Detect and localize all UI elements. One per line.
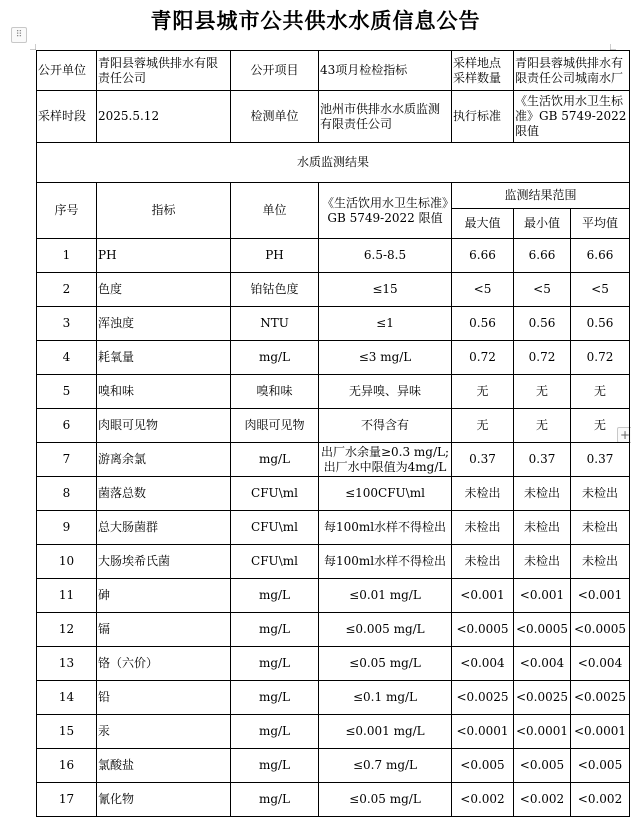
row-indicator: 游离余氯 bbox=[97, 443, 231, 477]
table-row bbox=[37, 681, 630, 715]
row-unit: 肉眼可见物 bbox=[231, 409, 319, 443]
header-max: 最大值 bbox=[452, 209, 514, 239]
item-value: 43项月检检指标 bbox=[319, 51, 452, 91]
row-max: <0.001 bbox=[452, 579, 514, 613]
row-limit: 每100ml水样不得检出 bbox=[319, 545, 452, 579]
row-min: 无 bbox=[514, 409, 571, 443]
row-unit: NTU bbox=[231, 307, 319, 341]
row-min: <0.0005 bbox=[514, 613, 571, 647]
period-value: 2025.5.12 bbox=[97, 91, 231, 143]
row-indicator: 肉眼可见物 bbox=[97, 409, 231, 443]
row-indicator: 砷 bbox=[97, 579, 231, 613]
header-range: 监测结果范围 bbox=[452, 183, 630, 209]
row-limit: ≤0.1 mg/L bbox=[319, 681, 452, 715]
row-no: 6 bbox=[37, 409, 97, 443]
row-avg: 0.56 bbox=[571, 307, 630, 341]
publisher-value: 青阳县蓉城供排水有限责任公司 bbox=[97, 51, 231, 91]
row-limit: ≤0.05 mg/L bbox=[319, 783, 452, 817]
row-unit: mg/L bbox=[231, 613, 319, 647]
row-avg: 未检出 bbox=[571, 477, 630, 511]
row-min: 0.37 bbox=[514, 443, 571, 477]
row-indicator: PH bbox=[97, 239, 231, 273]
row-min: <0.001 bbox=[514, 579, 571, 613]
row-indicator: 浑浊度 bbox=[97, 307, 231, 341]
lab-label: 检测单位 bbox=[231, 91, 319, 143]
add-column-icon[interactable]: + bbox=[617, 427, 631, 443]
row-min: <0.0025 bbox=[514, 681, 571, 715]
row-unit: mg/L bbox=[231, 749, 319, 783]
row-no: 14 bbox=[37, 681, 97, 715]
row-min: <0.0001 bbox=[514, 715, 571, 749]
row-indicator: 色度 bbox=[97, 273, 231, 307]
table-row bbox=[37, 715, 630, 749]
row-indicator: 氯酸盐 bbox=[97, 749, 231, 783]
header-no: 序号 bbox=[37, 183, 97, 239]
data-rows bbox=[37, 239, 630, 817]
table-row bbox=[37, 511, 630, 545]
row-unit: CFU\ml bbox=[231, 477, 319, 511]
row-no: 1 bbox=[37, 239, 97, 273]
row-no: 10 bbox=[37, 545, 97, 579]
row-unit: mg/L bbox=[231, 783, 319, 817]
row-unit: CFU\ml bbox=[231, 511, 319, 545]
publisher-label: 公开单位 bbox=[37, 51, 97, 91]
row-limit: ≤0.001 mg/L bbox=[319, 715, 452, 749]
row-limit: 出厂水余量≥0.3 mg/L;出厂水中限值为4mg/L bbox=[319, 443, 452, 477]
row-max: 未检出 bbox=[452, 545, 514, 579]
table-row bbox=[37, 749, 630, 783]
row-limit: 不得含有 bbox=[319, 409, 452, 443]
row-max: <0.0001 bbox=[452, 715, 514, 749]
row-min: 未检出 bbox=[514, 511, 571, 545]
row-indicator: 汞 bbox=[97, 715, 231, 749]
row-indicator: 镉 bbox=[97, 613, 231, 647]
row-max: 0.56 bbox=[452, 307, 514, 341]
row-indicator: 耗氧量 bbox=[97, 341, 231, 375]
row-no: 13 bbox=[37, 647, 97, 681]
table-row bbox=[37, 239, 630, 273]
lab-value: 池州市供排水水质监测有限责任公司 bbox=[319, 91, 452, 143]
row-no: 4 bbox=[37, 341, 97, 375]
table-row bbox=[37, 409, 630, 443]
row-limit: ≤0.005 mg/L bbox=[319, 613, 452, 647]
row-avg: <5 bbox=[571, 273, 630, 307]
row-avg: 无 bbox=[571, 375, 630, 409]
row-no: 15 bbox=[37, 715, 97, 749]
row-indicator: 大肠埃希氏菌 bbox=[97, 545, 231, 579]
row-avg: 0.37 bbox=[571, 443, 630, 477]
table-row bbox=[37, 273, 630, 307]
site-label: 采样地点采样数量 bbox=[452, 51, 514, 91]
table-row bbox=[37, 477, 630, 511]
row-unit: PH bbox=[231, 239, 319, 273]
row-no: 11 bbox=[37, 579, 97, 613]
row-min: 0.72 bbox=[514, 341, 571, 375]
table-row bbox=[37, 579, 630, 613]
table-move-handle-icon[interactable]: ⠿ bbox=[11, 27, 27, 43]
header-min: 最小值 bbox=[514, 209, 571, 239]
row-unit: mg/L bbox=[231, 443, 319, 477]
header-indicator: 指标 bbox=[97, 183, 231, 239]
table-row bbox=[37, 613, 630, 647]
row-max: 无 bbox=[452, 375, 514, 409]
row-indicator: 铬（六价） bbox=[97, 647, 231, 681]
row-avg: 0.72 bbox=[571, 341, 630, 375]
table-row bbox=[37, 307, 630, 341]
row-unit: CFU\ml bbox=[231, 545, 319, 579]
row-avg: <0.002 bbox=[571, 783, 630, 817]
row-limit: ≤100CFU\ml bbox=[319, 477, 452, 511]
row-no: 16 bbox=[37, 749, 97, 783]
row-unit: mg/L bbox=[231, 341, 319, 375]
row-min: <0.004 bbox=[514, 647, 571, 681]
row-avg: <0.0005 bbox=[571, 613, 630, 647]
row-max: 未检出 bbox=[452, 477, 514, 511]
row-no: 9 bbox=[37, 511, 97, 545]
row-limit: ≤1 bbox=[319, 307, 452, 341]
row-indicator: 总大肠菌群 bbox=[97, 511, 231, 545]
table-row bbox=[37, 341, 630, 375]
row-indicator: 铅 bbox=[97, 681, 231, 715]
row-unit: mg/L bbox=[231, 681, 319, 715]
row-limit: ≤0.7 mg/L bbox=[319, 749, 452, 783]
row-max: 0.37 bbox=[452, 443, 514, 477]
row-no: 8 bbox=[37, 477, 97, 511]
row-indicator: 菌落总数 bbox=[97, 477, 231, 511]
row-no: 5 bbox=[37, 375, 97, 409]
row-unit: mg/L bbox=[231, 715, 319, 749]
row-min: <5 bbox=[514, 273, 571, 307]
row-no: 7 bbox=[37, 443, 97, 477]
row-no: 12 bbox=[37, 613, 97, 647]
table-row bbox=[37, 375, 630, 409]
row-avg: <0.005 bbox=[571, 749, 630, 783]
standard-value: 《生活饮用水卫生标准》GB 5749-2022 限值 bbox=[514, 91, 630, 143]
header-avg: 平均值 bbox=[571, 209, 630, 239]
row-min: 无 bbox=[514, 375, 571, 409]
standard-label: 执行标准 bbox=[452, 91, 514, 143]
row-max: <0.002 bbox=[452, 783, 514, 817]
row-max: 0.72 bbox=[452, 341, 514, 375]
row-indicator: 氰化物 bbox=[97, 783, 231, 817]
row-min: 未检出 bbox=[514, 477, 571, 511]
row-max: <5 bbox=[452, 273, 514, 307]
row-max: <0.0025 bbox=[452, 681, 514, 715]
row-avg: <0.0001 bbox=[571, 715, 630, 749]
row-max: 6.66 bbox=[452, 239, 514, 273]
row-avg: 未检出 bbox=[571, 511, 630, 545]
row-max: <0.0005 bbox=[452, 613, 514, 647]
table-row bbox=[37, 647, 630, 681]
table-row bbox=[37, 545, 630, 579]
row-indicator: 嗅和味 bbox=[97, 375, 231, 409]
row-max: <0.004 bbox=[452, 647, 514, 681]
row-no: 2 bbox=[37, 273, 97, 307]
item-label: 公开项目 bbox=[231, 51, 319, 91]
row-avg: <0.004 bbox=[571, 647, 630, 681]
site-value: 青阳县蓉城供排水有限责任公司城南水厂 bbox=[514, 51, 630, 91]
row-unit: 铂钴色度 bbox=[231, 273, 319, 307]
row-max: 无 bbox=[452, 409, 514, 443]
table-row bbox=[37, 783, 630, 817]
section-title: 水质监测结果 bbox=[37, 143, 630, 183]
row-limit: ≤0.05 mg/L bbox=[319, 647, 452, 681]
row-avg: 无 bbox=[571, 409, 630, 443]
row-unit: mg/L bbox=[231, 579, 319, 613]
page-title: 青阳县城市公共供水水质信息公告 bbox=[150, 9, 481, 33]
period-label: 采样时段 bbox=[37, 91, 97, 143]
row-max: 未检出 bbox=[452, 511, 514, 545]
row-limit: 6.5-8.5 bbox=[319, 239, 452, 273]
row-unit: 嗅和味 bbox=[231, 375, 319, 409]
row-min: <0.002 bbox=[514, 783, 571, 817]
row-min: <0.005 bbox=[514, 749, 571, 783]
row-min: 0.56 bbox=[514, 307, 571, 341]
row-limit: 无异嗅、异味 bbox=[319, 375, 452, 409]
row-avg: <0.0025 bbox=[571, 681, 630, 715]
header-unit: 单位 bbox=[231, 183, 319, 239]
row-avg: <0.001 bbox=[571, 579, 630, 613]
row-limit: 每100ml水样不得检出 bbox=[319, 511, 452, 545]
row-avg: 未检出 bbox=[571, 545, 630, 579]
row-min: 未检出 bbox=[514, 545, 571, 579]
row-limit: ≤3 mg/L bbox=[319, 341, 452, 375]
row-limit: ≤15 bbox=[319, 273, 452, 307]
row-max: <0.005 bbox=[452, 749, 514, 783]
row-no: 3 bbox=[37, 307, 97, 341]
row-min: 6.66 bbox=[514, 239, 571, 273]
water-quality-table bbox=[36, 50, 630, 817]
row-no: 17 bbox=[37, 783, 97, 817]
row-avg: 6.66 bbox=[571, 239, 630, 273]
table-row bbox=[37, 443, 630, 477]
header-limit: 《生活饮用水卫生标准》GB 5749-2022 限值 bbox=[319, 183, 452, 239]
row-unit: mg/L bbox=[231, 647, 319, 681]
row-limit: ≤0.01 mg/L bbox=[319, 579, 452, 613]
